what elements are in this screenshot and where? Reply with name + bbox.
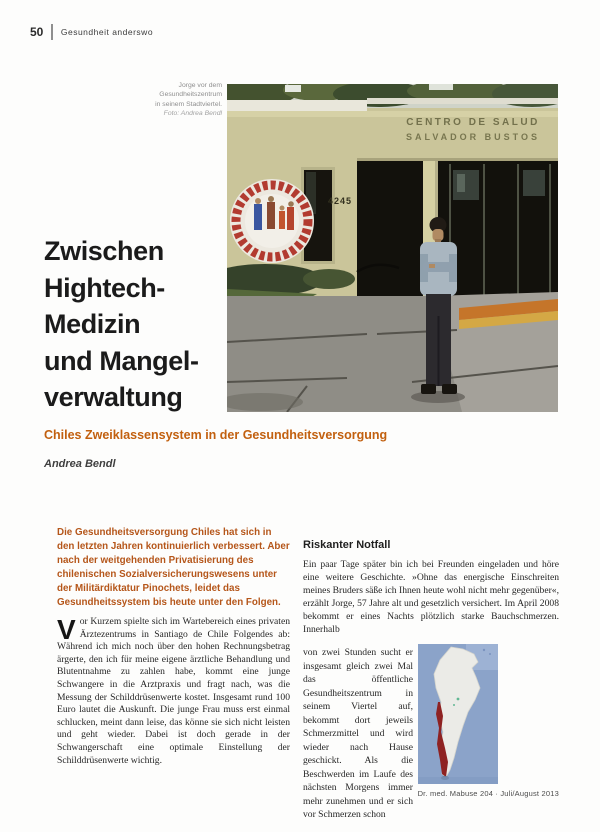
subheading: Riskanter Notfall [303,539,391,551]
page-number: 50 [30,25,44,39]
page-footer: Dr. med. Mabuse 204 · Juli/August 2013 [417,789,559,798]
body-text-2: Ein paar Tage später bin ich bei Freunden eingeladen und höre eine weitere Geschichte. »Ohne das energische Einschreiten meines Bruders säße ich Ihnen heute wohl nicht mehr gegenüber«, erzählt Jorge, 57 Jahre alt und gesetzlich versichert. Im April 2008 bekommt er eines Nachts plötzlich starke Bauchschmerzen. Innerhalb [303,559,559,635]
shoe [421,384,436,394]
title-line: Hightech- [44,272,165,303]
running-header [30,24,153,40]
section-label: Gesundheit anderswo [60,27,154,37]
body-text-3: von zwei Stunden sucht er insgesamt gleich zwei Mal das öffentliche Gesundheitszentrum in seinem Viertel auf, bekommt dort jeweils Schmerzmittel und wird wieder nach Hause geschickt. Als die Beschwerden im Laufe des nächsten Morgens immer mehr zunehmen und er sich vor Schmerzen schon [303,647,413,820]
map-svg [418,644,498,784]
header-divider [51,24,53,40]
caption-line: Gesundheitszentrum [159,91,222,99]
standfirst: Die Gesundheitsversorgung Chiles hat sich in den letzten Jahren kontinuierlich verbessert. Aber nach der weitgehenden Privatisierung des chilenischen Sozialversicherungswesens unter der Militärdiktatur Pinochets, leidet das Gesundheitssystem bis heute unter den Folgen. [57,527,290,608]
photo-illustration [227,84,558,412]
title-line: und Mangel- [44,345,199,376]
article-author: Andrea Bendl [44,458,116,470]
mural [230,179,314,263]
street-number: 4245 [328,196,353,206]
title-line: Zwischen [44,236,164,266]
clinic-photo-svg [227,84,558,412]
map-south-america [418,644,498,784]
caption-line: Jorge vor dem [178,82,222,89]
body-text-1: or Kurzem spielte sich im Wartebereich eines privaten Ärztezentrums in Santiago de Chile Folgendes ab: Während ich mich noch über den hohen Rechnungsbetrag ärgerte, den ich für meine eigene ärztliche Behandlung und Blutentnahme zu zahlen habe, kommt eine junge Schwangere in die Arztpraxis und fragt nach, was die Messung der Schilddrüsenwerte kostet. Insgesamt rund 100 Euro lautet die Auskunft. Die junge Frau muss erst einmal schlucken, meint dann leise, das könne sie sich nicht leisten und geht wieder. Dabei ist doch gerade in der Schwangerschaft eine optimale Einstellung der Schilddrüsenwerte wichtig. [57,616,290,766]
sign-line-2: SALVADOR BUSTOS [405,132,541,142]
crossed-arms [423,262,454,272]
title-line: verwaltung [44,382,183,412]
sign-line-1: CENTRO DE SALUD [406,117,540,128]
caption-line: in seinem Stadtviertel. [155,100,222,108]
article-subtitle: Chiles Zweiklassensystem in der Gesundheitsversorgung [44,428,388,442]
dropcap: V [57,614,76,645]
title-line: Medizin [44,309,141,339]
body-column-1 [57,616,290,767]
article-title [44,233,224,416]
pavement [227,292,558,412]
shoe [442,384,457,394]
photo-caption [116,81,222,119]
photo-credit: Foto: Andrea Bendl [163,110,222,118]
entrance-portico [357,158,558,299]
